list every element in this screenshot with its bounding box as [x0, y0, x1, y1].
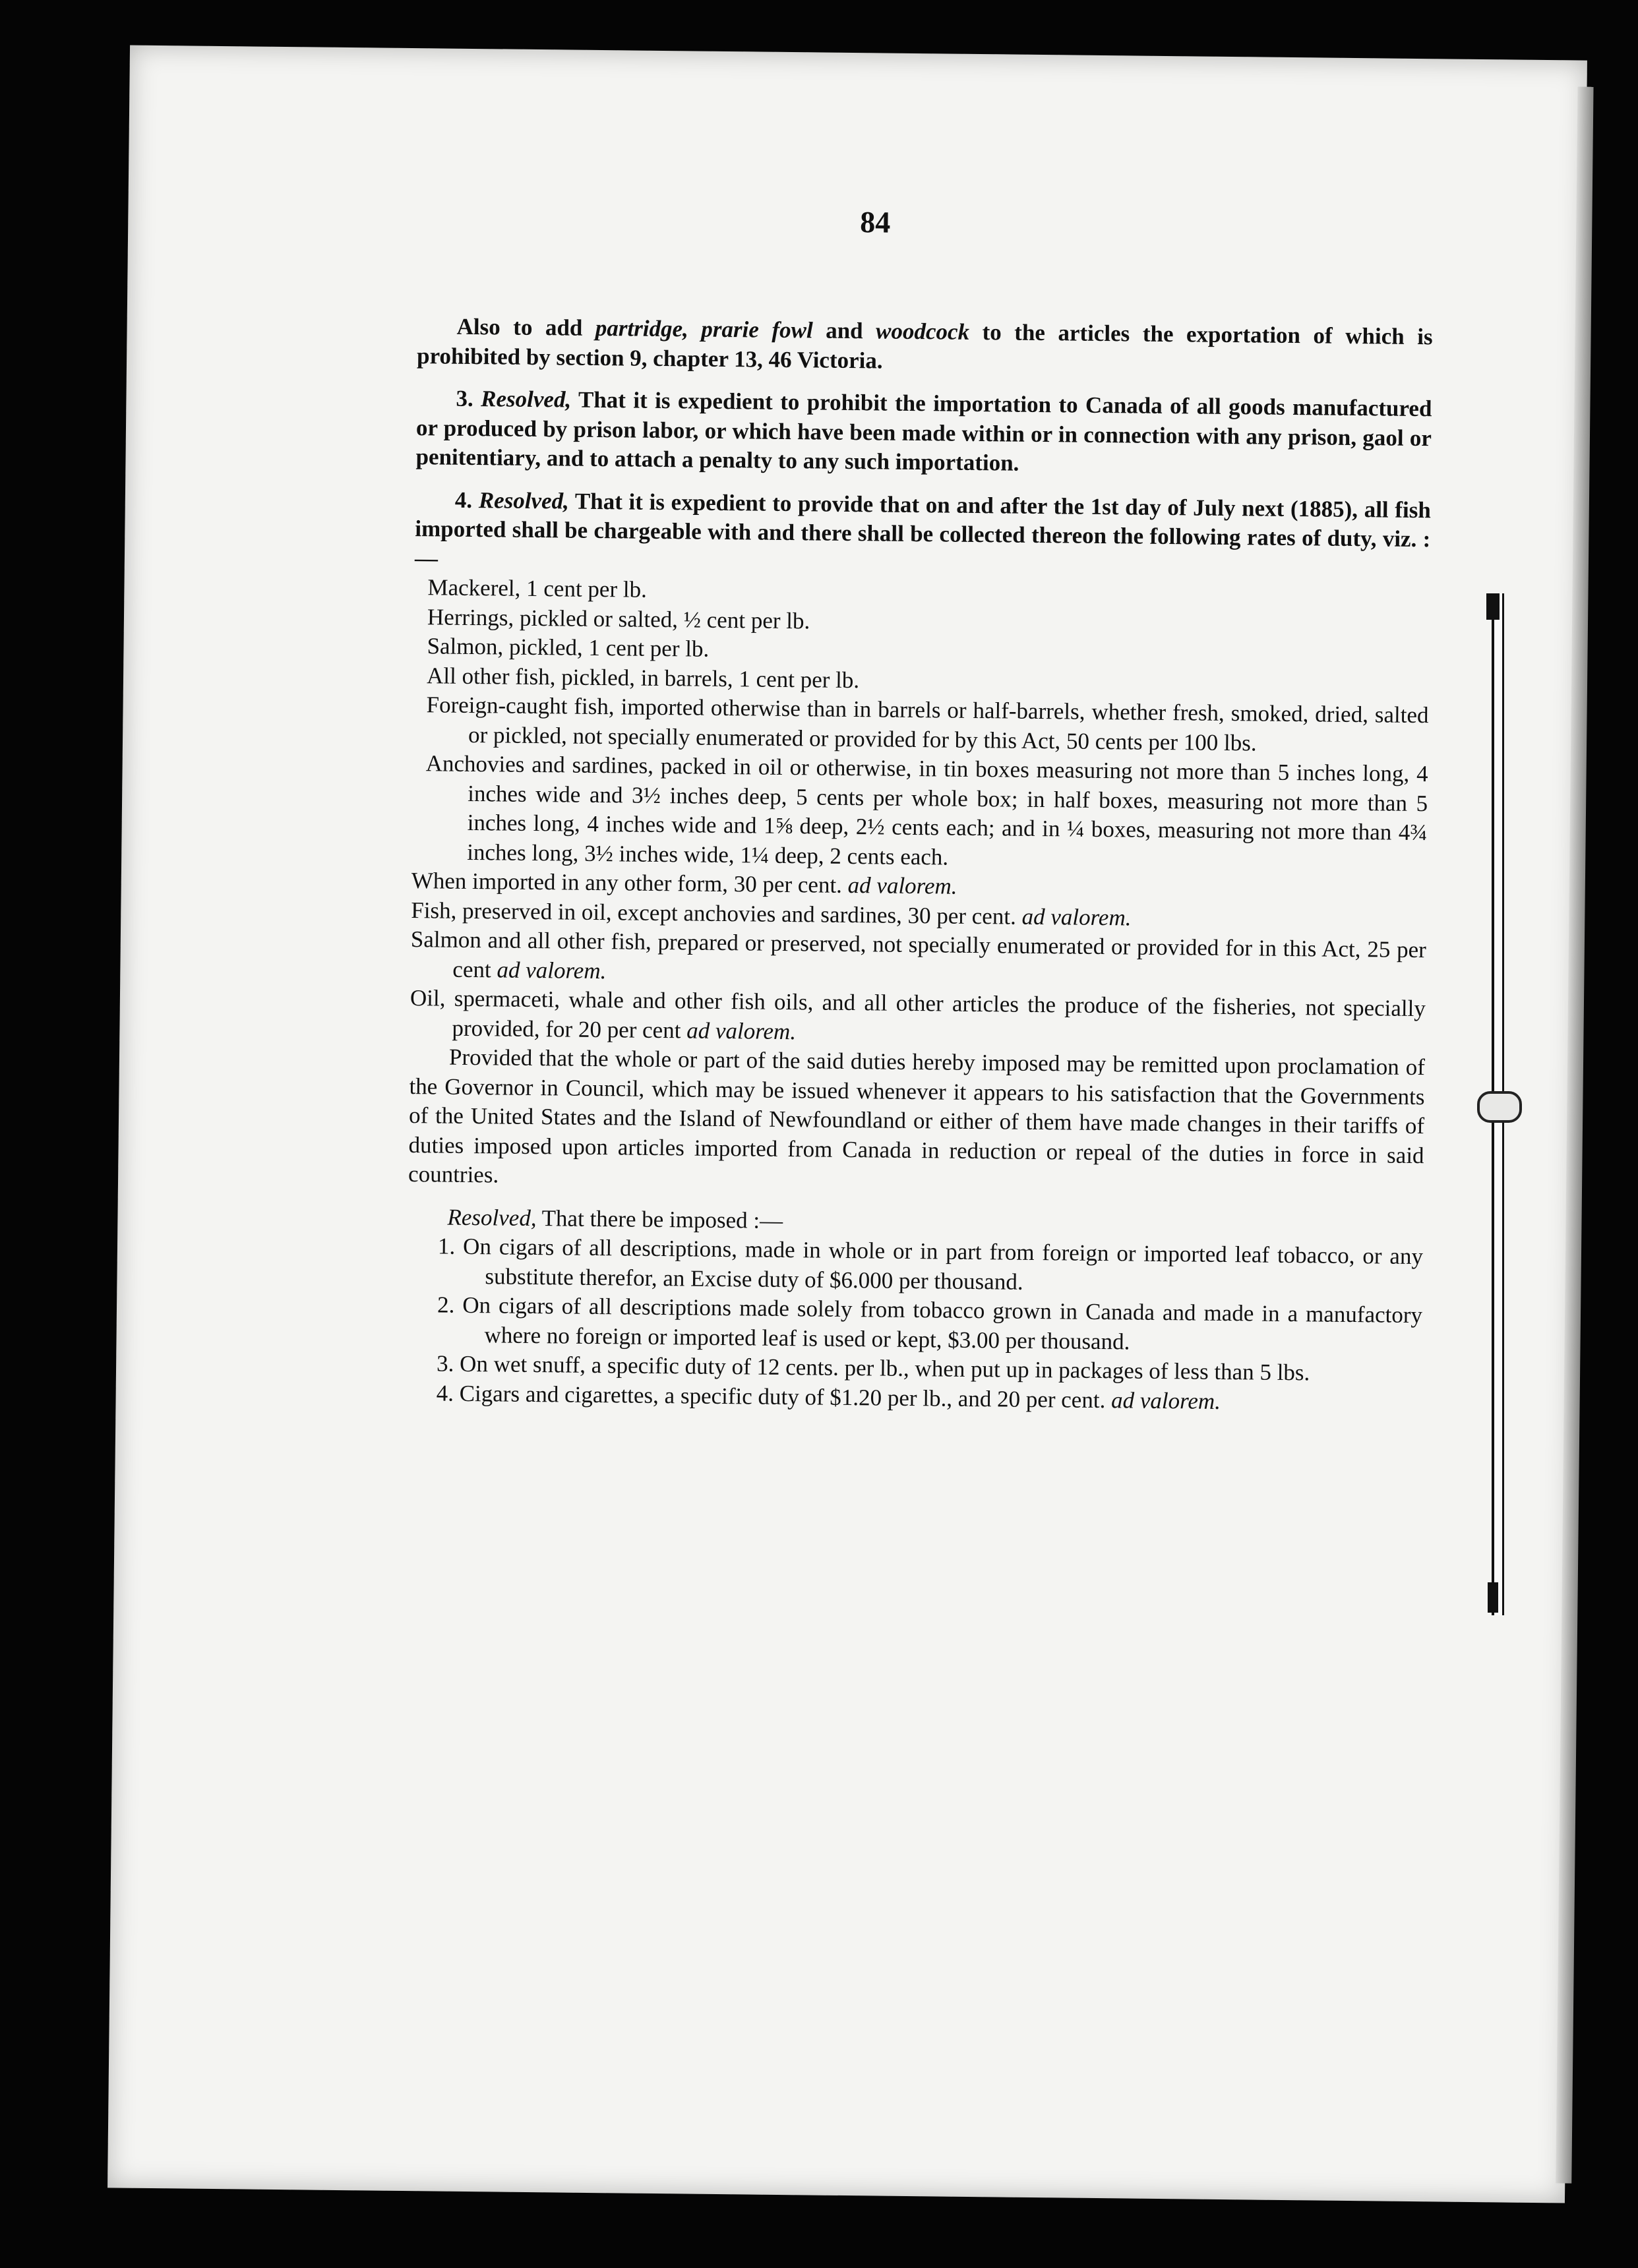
item-number: 4.: [436, 1379, 454, 1406]
item-text: On cigars of all descriptions, made in whole or in part from foreign or imported leaf tobacco, or any substitute therefor, an Excise duty of $6.000 per thousand.: [462, 1233, 1424, 1295]
italic-ad-valorem: ad valorem.: [686, 1017, 797, 1044]
duty-herrings: Herrings, pickled or salted, ½ cent per lb.: [427, 603, 810, 634]
resolution-number: 4.: [454, 487, 473, 513]
paragraph-add-articles: [417, 312, 1433, 381]
italic-ad-valorem: ad valorem.: [847, 872, 957, 899]
duty-other-fish: All other fish, pickled, in barrels, 1 cent per lb.: [426, 662, 860, 693]
resolution-4: [415, 485, 1431, 584]
item-number: 2.: [437, 1292, 455, 1318]
text-span: Fish, preserved in oil, except anchovies and sardines, 30 per cent.: [411, 897, 1022, 930]
resolved-label: Resolved,: [478, 487, 570, 514]
excise-item-2: [406, 1290, 1422, 1359]
resolution-3: [415, 384, 1432, 483]
page-number: 84: [860, 205, 891, 239]
italic-term-woodcock: woodcock: [875, 318, 970, 345]
duty-foreign-fish: Foreign-caught fish, imported otherwise than in barrels or half-barrels, whether fresh, smoked, dried, salted or pickled, not specially enumerated or provided for by this Act, 50 cents per 100 lbs.: [426, 692, 1429, 756]
text-span: Oil, spermaceti, whale and other fish oils, and all other articles the produce of the fisheries, not specially provided, for 20 per cent: [410, 985, 1426, 1043]
italic-ad-valorem: ad valorem.: [1110, 1387, 1221, 1414]
text-span: That there be imposed :—: [536, 1205, 783, 1234]
binding-knot: [1477, 1091, 1522, 1123]
binding-string-end: [1488, 1582, 1498, 1613]
item-text: On cigars of all descriptions made solely from tobacco grown in Canada and made in a manufactory where no foreign or imported leaf is used or kept, $3.00 per thousand.: [462, 1292, 1423, 1355]
document-page: [107, 45, 1587, 2203]
document-body: [406, 312, 1432, 1418]
resolution-number: 3.: [456, 385, 473, 411]
italic-ad-valorem: ad valorem.: [497, 956, 607, 984]
resolved-label: Resolved,: [447, 1204, 537, 1231]
text-span: When imported in any other form, 30 per cent.: [411, 868, 848, 898]
resolution-text: That it is expedient to provide that on and after the 1st day of July next (1885), all fish imported shall be chargeable with and there shall be collected thereon the following rates of duty, viz. :—: [414, 488, 1432, 571]
text-span: to the articles the exportation of which is prohibited by section 9, chapter 13, 46 Victoria.: [416, 318, 1433, 373]
duty-anchovies: Anchovies and sardines, packed in oil or otherwise, in tin boxes measuring not more than 5 inches long, 4 inches wide and 3½ inches deep, 5 cents per whole box; in half boxes, measuring not more than 5 inches long, 4 inches wide and 1⅝ deep, 2½ cents each; and in ¼ boxes, measuring not more than 4¾ inches long, 3½ inches wide, 1¼ deep, 2 cents each.: [425, 750, 1428, 870]
text-span: Salmon and all other fish, prepared or preserved, not specially enumerated or provided for in this Act, 25 per cent: [410, 926, 1427, 982]
italic-term-partridge: partridge, prarie fowl: [595, 314, 813, 343]
proviso-paragraph: Provided that the whole or part of the said duties hereby imposed may be remitted upon proclamation of the Governor in Council, which may be issued whenever it appears to his satisfaction that the Governments of the United States and the Island of Newfoundland or either of them have made changes in their tariffs of duties imposed upon articles imported from Canada in reduction or repeal of the duties in force in said countries.: [408, 1044, 1426, 1188]
italic-ad-valorem: ad valorem.: [1021, 903, 1132, 930]
resolution-text: That it is expedient to prohibit the importation to Canada of all goods manufactured or produced by prison labor, or which have been made within or in connection with any prison, gaol or penitentiary, and to attach a penalty to any such importation.: [415, 386, 1432, 476]
duty-salmon-prepared: [410, 925, 1426, 994]
duty-mackerel: Mackerel, 1 cent per lb.: [427, 574, 648, 603]
binding-string-end: [1486, 593, 1500, 620]
duty-salmon: Salmon, pickled, 1 cent per lb.: [427, 633, 710, 662]
item-number: 3.: [436, 1350, 454, 1377]
duty-fish-oils: [410, 984, 1426, 1053]
item-text: Cigars and cigarettes, a specific duty of $1.20 per lb., and 20 per cent.: [459, 1380, 1112, 1413]
page-edge: [1556, 87, 1593, 2184]
text-span: and: [812, 317, 876, 344]
text-span: Also to add: [456, 313, 596, 341]
item-number: 1.: [437, 1233, 456, 1259]
excise-item-1: [407, 1232, 1423, 1301]
item-text: On wet snuff, a specific duty of 12 cents. per lb., when put up in packages of less than 5 lbs.: [459, 1350, 1310, 1386]
resolved-label: Resolved,: [480, 386, 572, 413]
